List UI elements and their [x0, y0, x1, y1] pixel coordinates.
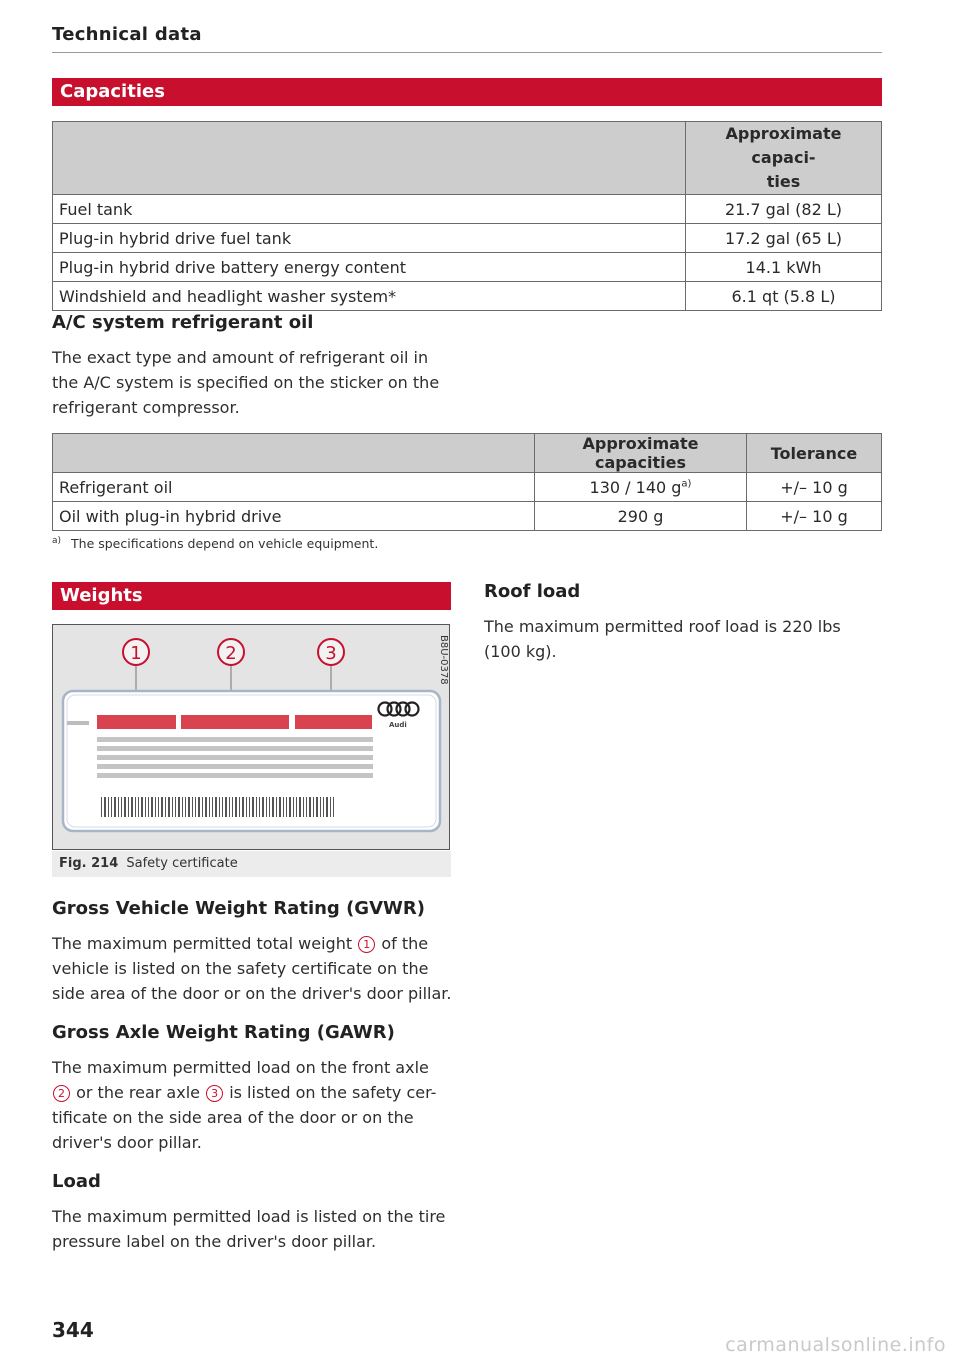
refrigerant-table: [52, 433, 882, 531]
callout-1-label: 1: [130, 643, 142, 664]
safety-certificate-illustration: [53, 625, 448, 848]
callout-ref-3-icon: 3: [206, 1085, 223, 1102]
load-body: The maximum permitted load is listed on the tire pressure label on the driver's door pillar.: [52, 1207, 446, 1251]
capacities-table-corner: [53, 122, 686, 195]
gvwr-heading: Gross Vehicle Weight Rating (GVWR): [52, 898, 425, 919]
footnote-ref: a): [681, 478, 692, 490]
gawr-text-c: is listed on the safety cer-tificate on the side area of the door or on the driver's door pillar.: [52, 1083, 437, 1152]
row-value: [535, 473, 747, 502]
row-label: Plug-in hybrid drive fuel tank: [53, 224, 686, 253]
row-value: 21.7 gal (82 L): [686, 195, 882, 224]
table-row: [53, 195, 882, 224]
row-value: 14.1 kWh: [686, 253, 882, 282]
row-value: 290 g: [535, 502, 747, 531]
header-rule: [52, 52, 882, 53]
value-text: 130 / 140 g: [589, 477, 682, 497]
gawr-body: [52, 1055, 440, 1155]
capacities-table: [52, 121, 882, 311]
load-heading: Load: [52, 1171, 101, 1192]
audi-logo-text: Audi: [389, 721, 407, 729]
gawr-text-b: or the rear axle: [76, 1083, 200, 1102]
row-label: Oil with plug-in hybrid drive: [53, 502, 535, 531]
table-row: [53, 253, 882, 282]
row-value: 6.1 qt (5.8 L): [686, 282, 882, 311]
row-tolerance: +/– 10 g: [747, 502, 882, 531]
callout-1-icon: [123, 639, 149, 665]
table-row: [53, 282, 882, 311]
refrigerant-table-corner: [53, 434, 535, 473]
safety-certificate-figure: [52, 624, 450, 850]
callout-ref-1-icon: 1: [358, 936, 375, 953]
figure-caption-text: Safety certificate: [126, 856, 238, 871]
table-row: [53, 502, 882, 531]
ac-heading: A/C system refrigerant oil: [52, 312, 314, 333]
refrigerant-col-tolerance: Tolerance: [747, 434, 882, 473]
footnote: [52, 536, 378, 551]
row-tolerance: +/– 10 g: [747, 473, 882, 502]
footnote-text: The specifications depend on vehicle equipment.: [71, 536, 379, 552]
row-label: Fuel tank: [53, 195, 686, 224]
gvwr-body: [52, 931, 452, 1006]
table-row: [53, 224, 882, 253]
gawr-heading: Gross Axle Weight Rating (GAWR): [52, 1022, 395, 1043]
capacities-column-header: Approximate capaci- ties: [686, 122, 882, 195]
callout-ref-2-icon: 2: [53, 1085, 70, 1102]
callout-3-label: 3: [325, 643, 337, 664]
gvwr-text-b: of the vehicle is listed on the safety certificate on the side area of the door or on the driver's door pillar.: [52, 934, 452, 1003]
footnote-mark: a): [52, 536, 62, 546]
row-label: Refrigerant oil: [53, 473, 535, 502]
watermark-text: carmanualsonline.info: [725, 1334, 946, 1356]
figure-caption: [52, 851, 451, 877]
figure-code: B8U-0378: [438, 635, 448, 685]
refrigerant-col-capacities: Approximate capacities: [535, 434, 747, 473]
callout-2-label: 2: [225, 643, 237, 664]
roof-load-heading: Roof load: [484, 581, 581, 602]
gvwr-text-a: The maximum permitted total weight: [52, 934, 353, 953]
roof-load-body: The maximum permitted roof load is 220 lbs (100 kg).: [484, 617, 841, 661]
figure-number: Fig. 214: [59, 856, 119, 871]
callout-3-icon: [318, 639, 344, 665]
table-row: [53, 473, 882, 502]
page-number: 344: [52, 1318, 94, 1342]
capacities-banner: Capacities: [52, 78, 882, 106]
weights-banner: Weights: [52, 582, 451, 610]
row-label: Plug-in hybrid drive battery energy content: [53, 253, 686, 282]
gawr-text-a: The maximum permitted load on the front axle: [52, 1058, 429, 1077]
row-value: 17.2 gal (65 L): [686, 224, 882, 253]
ac-body: The exact type and amount of refrigerant oil in the A/C system is specified on the sticker on the refrigerant compressor.: [52, 348, 440, 417]
callout-2-icon: [218, 639, 244, 665]
row-label: Windshield and headlight washer system*: [53, 282, 686, 311]
running-header: Technical data: [52, 24, 202, 45]
